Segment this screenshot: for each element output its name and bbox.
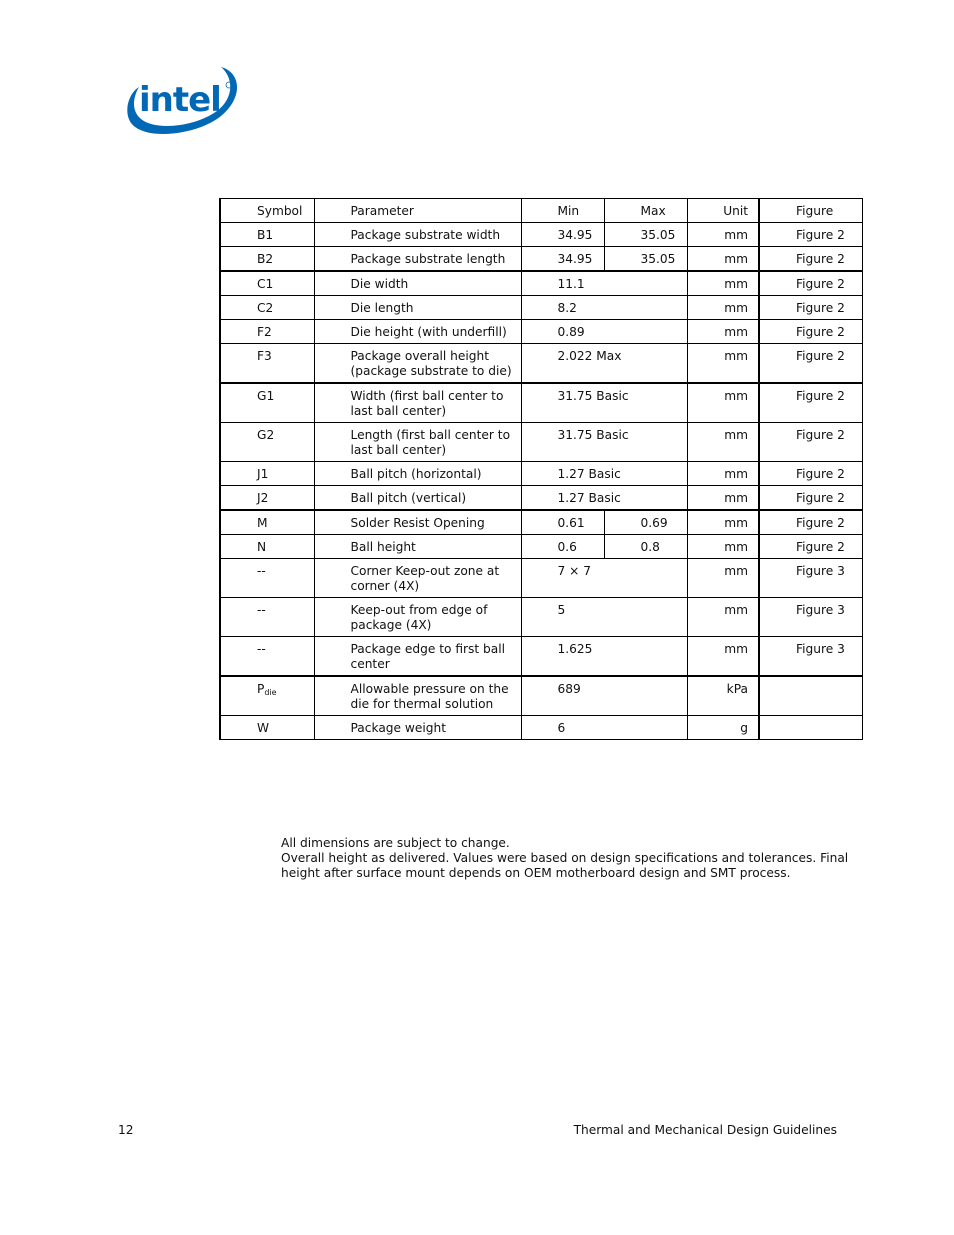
- figure-cell: [759, 716, 862, 740]
- min-cell: 0.61: [521, 510, 604, 535]
- parameter-cell: Allowable pressure on the die for thermal solution: [314, 676, 521, 716]
- table-row: [220, 637, 862, 677]
- symbol-text: --: [257, 603, 266, 617]
- symbol-text: J1: [257, 467, 269, 481]
- table-row: [220, 296, 862, 320]
- figure-cell: Figure 2: [759, 296, 862, 320]
- table-row: [220, 344, 862, 384]
- symbol-cell: [220, 296, 314, 320]
- value-cell: 1.27 Basic: [521, 486, 687, 511]
- table-row: [220, 676, 862, 716]
- unit-cell: mm: [687, 462, 759, 486]
- parameter-cell: Die length: [314, 296, 521, 320]
- unit-cell: mm: [687, 423, 759, 462]
- table-header-cell: Max: [604, 199, 687, 223]
- footer-document-title: Thermal and Mechanical Design Guidelines: [573, 1123, 837, 1137]
- parameter-cell: Die height (with underfill): [314, 320, 521, 344]
- figure-cell: Figure 2: [759, 320, 862, 344]
- package-dimensions-table: [219, 198, 863, 740]
- symbol-text: G1: [257, 389, 275, 403]
- value-cell: 5: [521, 598, 687, 637]
- min-cell: 34.95: [521, 247, 604, 272]
- symbol-cell: [220, 423, 314, 462]
- symbol-cell: [220, 344, 314, 384]
- symbol-cell: [220, 535, 314, 559]
- intel-logo: [125, 63, 239, 139]
- figure-cell: Figure 2: [759, 486, 862, 511]
- symbol-cell: [220, 320, 314, 344]
- symbol-text: C2: [257, 301, 274, 315]
- symbol-text: J2: [257, 491, 269, 505]
- parameter-cell: Ball pitch (vertical): [314, 486, 521, 511]
- logo-wordmark: intel: [139, 80, 221, 120]
- figure-cell: Figure 3: [759, 559, 862, 598]
- unit-cell: mm: [687, 320, 759, 344]
- unit-cell: mm: [687, 247, 759, 272]
- symbol-cell: [220, 637, 314, 677]
- parameter-cell: Corner Keep-out zone at corner (4X): [314, 559, 521, 598]
- value-cell: 31.75 Basic: [521, 423, 687, 462]
- figure-cell: Figure 3: [759, 598, 862, 637]
- table-header-cell: Parameter: [314, 199, 521, 223]
- parameter-cell: Package weight: [314, 716, 521, 740]
- table-row: [220, 423, 862, 462]
- symbol-text: --: [257, 642, 266, 656]
- footer-page-number: 12: [118, 1123, 134, 1137]
- table-row: [220, 535, 862, 559]
- unit-cell: mm: [687, 637, 759, 677]
- table-header-cell: Figure: [759, 199, 862, 223]
- figure-cell: Figure 2: [759, 271, 862, 296]
- unit-cell: g: [687, 716, 759, 740]
- value-cell: 689: [521, 676, 687, 716]
- unit-cell: mm: [687, 296, 759, 320]
- figure-cell: Figure 2: [759, 383, 862, 423]
- value-cell: 1.27 Basic: [521, 462, 687, 486]
- max-cell: 35.05: [604, 223, 687, 247]
- symbol-text: B2: [257, 252, 274, 266]
- unit-cell: mm: [687, 486, 759, 511]
- value-cell: 6: [521, 716, 687, 740]
- figure-cell: Figure 2: [759, 535, 862, 559]
- table-header-cell: Symbol: [220, 199, 314, 223]
- table-row: [220, 486, 862, 511]
- parameter-cell: Keep-out from edge of package (4X): [314, 598, 521, 637]
- value-cell: 11.1: [521, 271, 687, 296]
- symbol-cell: [220, 462, 314, 486]
- min-cell: 34.95: [521, 223, 604, 247]
- unit-cell: mm: [687, 271, 759, 296]
- symbol-text: --: [257, 564, 266, 578]
- note-item: All dimensions are subject to change.: [281, 836, 510, 850]
- unit-cell: mm: [687, 559, 759, 598]
- figure-cell: Figure 2: [759, 223, 862, 247]
- symbol-cell: [220, 247, 314, 272]
- max-cell: 0.69: [604, 510, 687, 535]
- symbol-cell: [220, 559, 314, 598]
- value-cell: 31.75 Basic: [521, 383, 687, 423]
- symbol-text: N: [257, 540, 267, 554]
- table-row: [220, 320, 862, 344]
- symbol-cell: [220, 510, 314, 535]
- symbol-text: B1: [257, 228, 274, 242]
- unit-cell: kPa: [687, 676, 759, 716]
- max-cell: 0.8: [604, 535, 687, 559]
- symbol-cell: [220, 716, 314, 740]
- symbol-text: W: [257, 721, 270, 735]
- symbol-text: C1: [257, 277, 274, 291]
- symbol-cell: [220, 383, 314, 423]
- table-row: [220, 716, 862, 740]
- value-cell: 0.89: [521, 320, 687, 344]
- table-header-cell: Unit: [687, 199, 759, 223]
- figure-cell: Figure 3: [759, 637, 862, 677]
- symbol-text: F3: [257, 349, 272, 363]
- table-row: [220, 271, 862, 296]
- table-row: [220, 598, 862, 637]
- unit-cell: mm: [687, 223, 759, 247]
- unit-cell: mm: [687, 535, 759, 559]
- parameter-cell: Width (first ball center to last ball center): [314, 383, 521, 423]
- parameter-cell: Package overall height (package substrate to die): [314, 344, 521, 384]
- table-row: [220, 247, 862, 272]
- parameter-cell: Die width: [314, 271, 521, 296]
- parameter-cell: Package substrate length: [314, 247, 521, 272]
- value-cell: 7 × 7: [521, 559, 687, 598]
- parameter-cell: Ball pitch (horizontal): [314, 462, 521, 486]
- symbol-cell: [220, 598, 314, 637]
- table-header-row: [220, 199, 862, 223]
- parameter-cell: Solder Resist Opening: [314, 510, 521, 535]
- parameter-cell: Package substrate width: [314, 223, 521, 247]
- note-item: Overall height as delivered. Values were based on design specifications and tolerances. Final height after surface mount depends on OEM motherboard design and SMT process.: [281, 851, 849, 880]
- value-cell: 2.022 Max: [521, 344, 687, 384]
- symbol-text: G2: [257, 428, 275, 442]
- parameter-cell: Length (first ball center to last ball center): [314, 423, 521, 462]
- min-cell: 0.6: [521, 535, 604, 559]
- table-header-cell: Min: [521, 199, 604, 223]
- symbol-text: F2: [257, 325, 272, 339]
- unit-cell: mm: [687, 383, 759, 423]
- unit-cell: mm: [687, 510, 759, 535]
- figure-cell: Figure 2: [759, 247, 862, 272]
- table-row: [220, 462, 862, 486]
- table-row: [220, 383, 862, 423]
- max-cell: 35.05: [604, 247, 687, 272]
- parameter-cell: Package edge to first ball center: [314, 637, 521, 677]
- parameter-cell: Ball height: [314, 535, 521, 559]
- table-row: [220, 510, 862, 535]
- unit-cell: mm: [687, 598, 759, 637]
- value-cell: 8.2: [521, 296, 687, 320]
- unit-cell: mm: [687, 344, 759, 384]
- symbol-cell: [220, 676, 314, 716]
- symbol-cell: [220, 223, 314, 247]
- symbol-subscript: die: [264, 688, 277, 697]
- symbol-text: P: [257, 682, 265, 696]
- symbol-cell: [220, 271, 314, 296]
- table-notes: [281, 836, 851, 881]
- symbol-cell: [220, 486, 314, 511]
- table-row: [220, 223, 862, 247]
- figure-cell: Figure 2: [759, 510, 862, 535]
- figure-cell: [759, 676, 862, 716]
- table-row: [220, 559, 862, 598]
- figure-cell: Figure 2: [759, 462, 862, 486]
- figure-cell: Figure 2: [759, 344, 862, 384]
- symbol-text: M: [257, 516, 268, 530]
- figure-cell: Figure 2: [759, 423, 862, 462]
- value-cell: 1.625: [521, 637, 687, 677]
